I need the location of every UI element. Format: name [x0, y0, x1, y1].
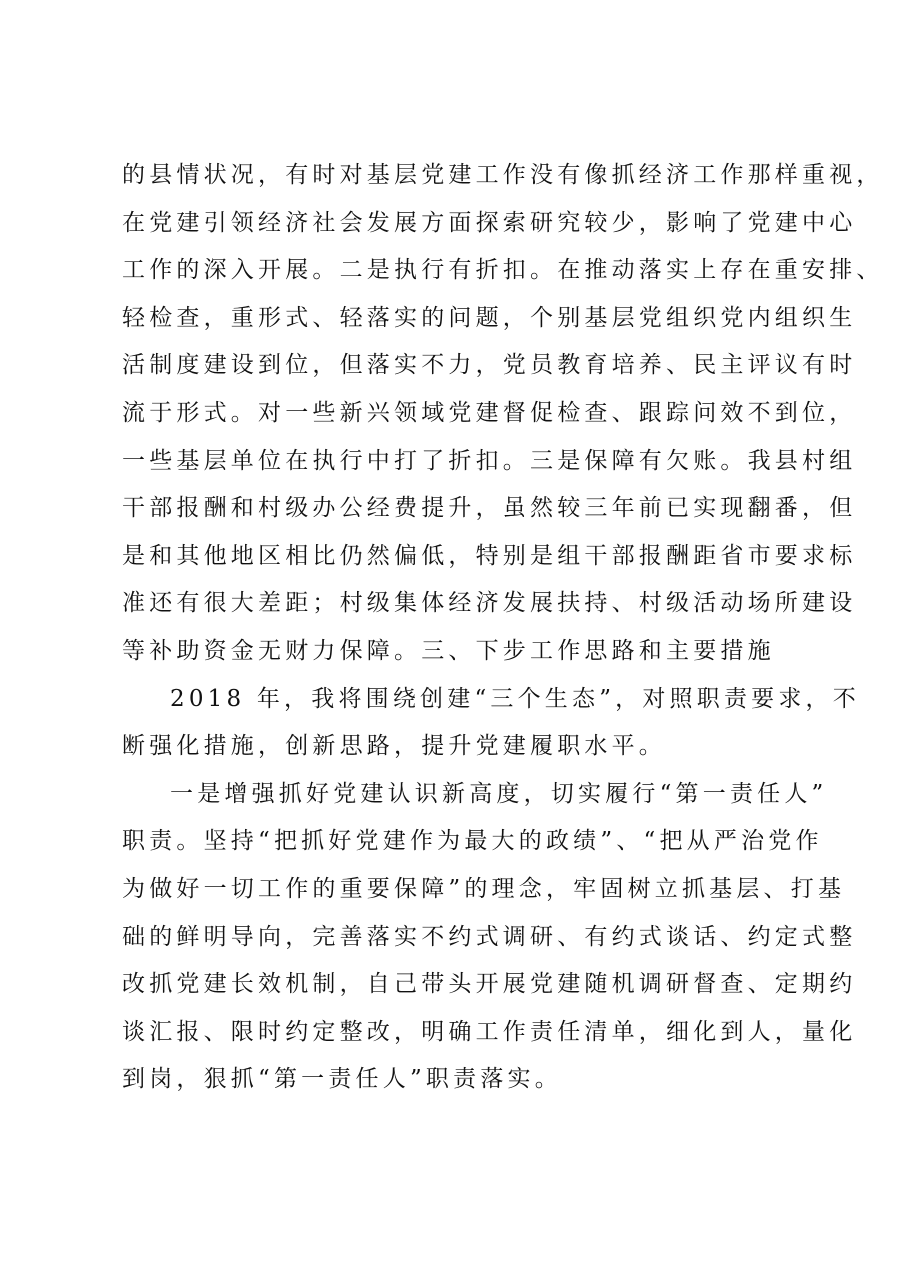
body-text-line: 工作的深入开展。二是执行有折扣。在推动落实上存在重安排、: [122, 257, 884, 284]
body-text-line: 断强化措施，创新思路，提升党建履职水平。: [122, 733, 666, 760]
body-text-line: 2018 年，我将围绕创建“三个生态”，对照职责要求，不: [170, 685, 860, 712]
body-text-line: 准还有很大差距；村级集体经济发展扶持、村级活动场所建设: [122, 590, 857, 617]
body-text-line: 活制度建设到位，但落实不力，党员教育培养、民主评议有时: [122, 352, 857, 379]
body-text-line: 的县情状况，有时对基层党建工作没有像抓经济工作那样重视，: [122, 162, 884, 188]
body-text-line: 改抓党建长效机制，自己带头开展党建随机调研督查、定期约: [122, 971, 857, 998]
body-text-line: 础的鲜明导向，完善落实不约式调研、有约式谈话、约定式整: [122, 923, 857, 950]
body-text-line: 一是增强抓好党建认识新高度，切实履行“第一责任人”: [170, 780, 828, 807]
body-text-line: 流于形式。对一些新兴领域党建督促检查、跟踪问效不到位，: [122, 399, 857, 426]
body-text-line: 是和其他地区相比仍然偏低，特别是组干部报酬距省市要求标: [122, 542, 857, 569]
body-text-line: 轻检查，重形式、轻落实的问题，个别基层党组织党内组织生: [122, 304, 857, 331]
body-text-line: 在党建引领经济社会发展方面探索研究较少，影响了党建中心: [122, 209, 857, 236]
body-text-line: 谈汇报、限时约定整改，明确工作责任清单，细化到人，量化: [122, 1018, 857, 1045]
document-body: [122, 152, 884, 1104]
body-text-line: 职责。坚持“把抓好党建作为最大的政绩”、“把从严治党作: [122, 828, 823, 855]
body-text-line: 为做好一切工作的重要保障”的理念，牢固树立抓基层、打基: [122, 875, 846, 902]
body-text-line: 一些基层单位在执行中打了折扣。三是保障有欠账。我县村组: [122, 447, 857, 474]
body-text-line: 等补助资金无财力保障。三、下步工作思路和主要措施: [122, 637, 775, 664]
body-text-line: 干部报酬和村级办公经费提升，虽然较三年前已实现翻番，但: [122, 495, 857, 522]
body-text-line: 到岗，狠抓“第一责任人”职责落实。: [122, 1066, 562, 1093]
